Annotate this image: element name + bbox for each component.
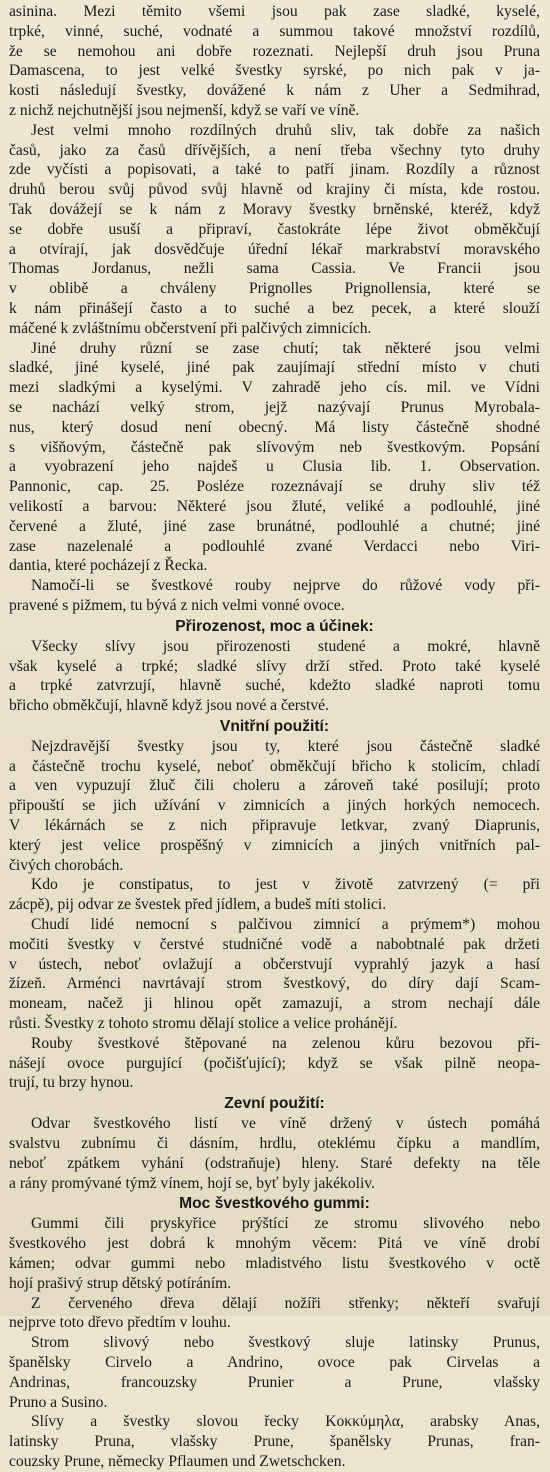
text-line: nejprve toto dřevo předtím v louhu.	[9, 1314, 231, 1332]
text-line: časů, jako za časů dřívějších, a není třeba všechny tyto druhy	[9, 141, 540, 159]
text-line: a částečně trochu kyselé, neboť obměkčují břicho k stolicím, chladí	[9, 757, 540, 775]
text-line: pravené s pižmem, tu bývá z nich velmi vonné ovoce.	[9, 596, 345, 614]
text-line: v ústech, neboť ovlažují a občerstvují vyprahlý jazyk a hasí	[9, 955, 540, 973]
text-line: k nám přinášejí často a to suché a bez pecek, a které slouží	[9, 299, 540, 317]
text-line: močiti švestky v čerstvé studničné vodě a nabobtnalé pak držeti	[9, 935, 540, 953]
text-line: Chudí lidé nemocní s palčivou zimnicí a prýmem*) mohou	[31, 916, 540, 934]
text-line: sladké, jiné kyselé, jiné pak zaujímají střední místo v chuti	[9, 359, 540, 377]
text-line: mezi sladkými a kyselými. V zahradě jeho cís. mil. ve Vídni	[9, 379, 540, 397]
text-line: žízeň. Arménci navrtávají strom švestkový, do díry dají Scam-	[9, 975, 540, 993]
text-line: svalstvu zubnímu či dásním, hrdlu, oteklému čípku a mandlím,	[9, 1135, 540, 1153]
text-line: couzsky Prune, německy Pflaumen und Zwetschcken.	[9, 1452, 346, 1470]
text-line: kosti následují švestky, dovážené k nám z Uher a Sedmihrad,	[9, 82, 540, 100]
section-heading: Zevní použití:	[224, 1095, 325, 1113]
section-heading: Moc švestkového gummi:	[179, 1195, 370, 1213]
text-line: dantia, které pocházejí z Řecka.	[9, 557, 208, 575]
text-line: který jest velice prospěšný v zimnicích a jiných vnitřních pal-	[9, 836, 540, 854]
text-line: se nachází velký strom, jejž nazývají Prunus Myrobala-	[9, 398, 540, 416]
text-line: latinsky Pruna, vlašsky Prune, španělsky Prunas, fran-	[9, 1433, 540, 1451]
text-line: a trpké zatvrzují, hlavně suché, kdežto sladké naproti tomu	[9, 677, 540, 695]
text-line: Všecky slívy jsou přirozenosti studené a mokré, hlavně	[31, 637, 540, 655]
text-line: že se nemohou ani dobře rozeznati. Nejlepší druh jsou Pruna	[9, 42, 540, 60]
text-line: nus, který dosud není obecný. Má listy částečně shodné	[9, 418, 540, 436]
text-line: Nejzdravější švestky jsou ty, které jsou částečně sladké	[31, 737, 540, 755]
text-line: a rány promývané týmž vínem, hojí se, byť byly jakékoliv.	[9, 1174, 375, 1192]
text-line: Pannonic, cap. 25. Posléze rozeznávají se druhy sliv též	[9, 478, 540, 496]
text-line: Z červeného dřeva dělají nožíři střenky; někteří svařují	[31, 1294, 540, 1312]
section-heading: Vnitřní použití:	[219, 717, 330, 735]
text-line: Kdo je constipatus, to jest v životě zatvrzený (= při	[31, 876, 540, 894]
text-line: se dobře usuší a připraví, častokráte lépe život obměkčují	[9, 220, 540, 238]
text-line: Gummi čili pryskyřice prýštící ze stromu slivového nebo	[31, 1215, 540, 1233]
text-line: Jiné druhy různí se zase chutí; tak některé jsou velmi	[31, 339, 540, 357]
text-line: Pruno a Susino.	[9, 1393, 108, 1411]
text-line: a ven vypuzují žluč čili choleru a zároveň také posilují; proto	[9, 777, 540, 795]
text-line: Tak dovážejí se k nám z Moravy švestky brněnské, kteréž, když	[9, 200, 540, 218]
text-line: Slívy a švestky slovou řecky Κοκκύμηλα, arabsky Anas,	[31, 1413, 540, 1431]
text-line: zácpě), pij odvar ze švestek před jídlem, a budeš míti stolici.	[9, 896, 387, 914]
text-line: růsti. Švestky z tohoto stromu dělají stolice a velice prohánějí.	[9, 1015, 398, 1033]
text-line: Odvar švestkového listí ve víně držený v ústech pomáhá	[31, 1115, 540, 1133]
text-line: asinina. Mezi těmito všemi jsou pak zase sladké, kyselé,	[9, 3, 540, 20]
text-line: připouští se jich užívání v zimnicích a jiných horkých nemocech.	[9, 797, 540, 815]
text-line: a vyobrazení jeho najdeš u Clusia lib. 1. Observation.	[9, 458, 540, 476]
text-line: neboť zpátkem vyhání (odstraňuje) hleny. Staré defekty na těle	[9, 1154, 540, 1172]
text-line: trují, tu brzy hynou.	[9, 1074, 134, 1092]
text-line: a otvírají, jak dosvědčuje úřední lékař markrabství moravského	[9, 240, 540, 258]
text-line: moneam, načež ji hlinou opět zamazují, a strom nechají dále	[9, 995, 540, 1013]
text-line: druhů berou svůj původ svůj hlavně od krajiny či místa, kde rostou.	[9, 181, 540, 199]
text-line: s višňovým, částečně pak slívovým neb švestkovým. Popsání	[9, 438, 540, 456]
text-line: trpké, vinné, suché, vodnaté a summou takové množství rozdílů,	[9, 22, 540, 40]
text-line: však kyselé a trpké; sladké slívy drží střed. Proto také kyselé	[9, 657, 540, 675]
text-line: zase nazelenalé a podlouhlé zvané Verdacci nebo Viri-	[9, 537, 540, 555]
text-line: Thomas Jordanus, nežli sama Cassia. Ve Francii jsou	[9, 260, 540, 278]
text-line: červené a žluté, jiné zase brunátné, podlouhlé a chutné; jiné	[9, 517, 540, 535]
text-line: Strom slivový nebo švestkový sluje latinsky Prunus,	[31, 1334, 540, 1352]
text-line: kámen; odvar gummi nebo mladistvého listu švestkového v octě	[9, 1255, 540, 1273]
text-line: Rouby švestkové štěpované na zelenou kůru bezovou při-	[31, 1034, 540, 1052]
text-line: Jest velmi mnoho rozdílných druhů sliv, tak dobře za našich	[31, 121, 540, 139]
text-line: Andrinas, francouzsky Prunier a Prune, vlašsky	[9, 1373, 540, 1391]
text-line: nášejí ovoce purgující (počišťující); když se však pilně neopa-	[9, 1054, 540, 1072]
text-line: Namočí-li se švestkové rouby nejprve do růžové vody při-	[31, 577, 540, 595]
text-line: hojí prašivý strup dětský potíráním.	[9, 1274, 232, 1292]
text-line: španělsky Cirvelo a Andrino, ovoce pak Cirvelas a	[9, 1354, 540, 1371]
text-line: břicho obměkčují, hlavně když jsou nové a čerstvé.	[9, 697, 330, 715]
text-line: z nichž nejchutnější jsou nejmenší, když se vaří ve víně.	[9, 101, 360, 119]
text-line: Damascena, to jest velké švestky syrské, po nich pak v ja-	[9, 62, 540, 80]
text-line: velikostí a barvou: Některé jsou žluté, veliké a podlouhlé, jiné	[9, 497, 540, 515]
text-line: máčené k zvláštnímu občerstvení při palčivých zimnicích.	[9, 319, 372, 337]
text-line: čivých chorobách.	[9, 856, 124, 874]
text-line: v oblibě a chváleny Prignolles Prignollensia, které se	[9, 280, 540, 298]
text-line: švestkového jest dobrá k mnohým věcem: Pitá ve víně drobí	[9, 1235, 540, 1253]
text-line: zde vyčísti a popisovati, a také to patří jinam. Rozdíly a různost	[9, 161, 540, 179]
section-heading: Přirozenost, moc a účinek:	[175, 617, 374, 635]
text-line: V lékárnách se z nich připravuje letkvar, zvaný Diaprunis,	[9, 817, 540, 835]
